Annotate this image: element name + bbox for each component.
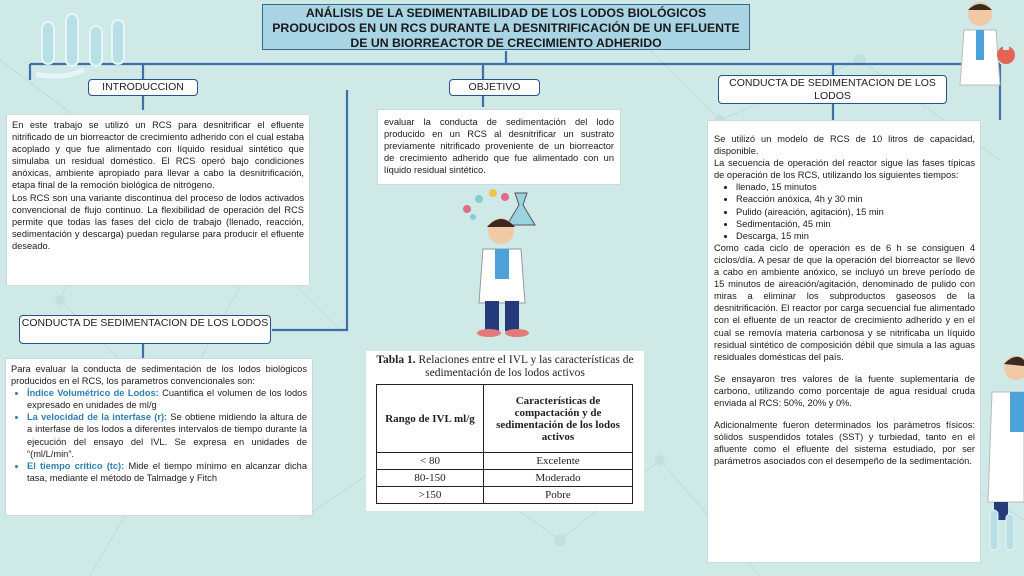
scientist-edge-icon	[986, 352, 1024, 522]
list-item: • Descarga, 15 min	[736, 230, 975, 242]
parameter-term: El tiempo crítico (tc):	[27, 460, 125, 471]
table-header: Características de compactación y de sedimentación de los lodos activos	[484, 385, 633, 453]
poster-title: ANÁLISIS DE LA SEDIMENTABILIDAD DE LOS LODOS BIOLÓGICOS PRODUCIDOS EN UN RCS DURANTE LA DESNITRIFICACIÓN DE UN EFLUENTE DE UN BIORREACTOR DE CRECIMIENTO ADHERIDO	[262, 4, 750, 50]
intro-paragraph-1: En este trabajo se utilizó un RCS para desnitrificar el efluente nitrificado de un biorreactor de crecimiento adherido con el cual estaba acoplado y que fue alimentado con líquido residual sintético que simulaba un residual doméstico. El RCS operó bajo condiciones anóxicas, ambiente apropiado para llevar a cabo la desnitrificación, etapa final de la remoción biológica de nitrógeno.	[12, 120, 304, 191]
list-item: • Reacción anóxica, 4h y 30 min	[736, 193, 975, 205]
conduct-right-p1: Se utilizó un modelo de RCS de 10 litros de capacidad, disponible.	[714, 134, 975, 157]
parameter-term: Índice Volumétrico de Lodos:	[27, 388, 159, 399]
table-row: < 80 Excelente	[377, 453, 633, 470]
conduct-left-panel	[5, 358, 313, 516]
scientist-icon	[950, 0, 1020, 100]
phase-list	[714, 181, 975, 241]
conduct-left-label: CONDUCTA DE SEDIMENTACION DE LOS LODOS	[19, 315, 271, 344]
list-item: • Sedimentación, 45 min	[736, 218, 975, 230]
list-item: • Pulido (aireación, agitación), 15 min	[736, 206, 975, 218]
parameter-term: La velocidad de la interfase (r):	[27, 412, 168, 423]
objective-panel	[377, 109, 621, 185]
parameter-text: Cuantifica el volumen de los lodos expresado en unidades de ml/g	[27, 388, 307, 411]
objective-label: OBJETIVO	[449, 79, 540, 96]
ivl-table-figure	[366, 351, 644, 511]
table-row: >150 Pobre	[377, 487, 633, 504]
conduct-right-p2: La secuencia de operación del reactor sigue las fases típicas de operación de los RCS, utilizando los siguientes tiempos:	[714, 158, 975, 181]
conduct-right-panel	[707, 120, 981, 563]
conduct-right-p5: Adicionalmente fueron determinados los parámetros físicos: sólidos suspendidos totales (SST) y turbiedad, tanto en el afluente como el efluente del sistema estudiado, por ser parámetros asociados con el desempeño de la sedimentación.	[714, 420, 975, 467]
parameter-list	[11, 387, 307, 484]
table-header: Rango de IVL ml/g	[377, 385, 484, 453]
intro-paragraph-2: Los RCS son una variante discontinua del proceso de lodos activados convencional de flujo continuo. La flexibilidad de operación del RCS permite que todas las fases del ciclo de trabajo (llenado, reacción, sedimentación y descarga) puedan regularse para producir el efluente deseado.	[12, 192, 304, 251]
test-tubes-icon	[984, 500, 1024, 560]
conduct-left-intro: Para evaluar la conducta de sedimentación de los lodos biológicos producidos en el RCS, los parametros convencionales son:	[11, 364, 307, 387]
table-caption: Tabla 1. Relaciones entre el IVL y las características de sedimentación de los lodos activos	[376, 354, 634, 379]
list-item	[27, 387, 307, 411]
scientist-holding-flask-icon	[445, 183, 555, 338]
list-item: • llenado, 15 minutos	[736, 181, 975, 193]
table-row: 80-150 Moderado	[377, 470, 633, 487]
conduct-right-p4: Se ensayaron tres valores de la fuente suplementaria de carbono, utilizando como porcentaje de agua residual cruda enviada al RCS: 50%, 20% y 0%.	[714, 373, 975, 408]
conduct-right-p3: Como cada ciclo de operación es de 6 h se consiguen 4 ciclos/día. A pesar de que la operación del biorreactor se llevó a cabo en ambiente anóxico, se incluyó un breve período de 15 minutos de aireación/agitación, denominado de pulido con miras a eliminar los subproductos gaseosos de la desnitrificación. El reactor por carga secuencial fue alimentado con el efluente de un reactor de crecimiento adherido y en el cual se removía materia carbonosa y se nitrificaba un líquido residual sintético de composición débil que simula a las aguas residuales domésticas del país.	[714, 242, 975, 362]
lab-flask-icon	[32, 4, 132, 82]
ivl-table	[376, 384, 633, 504]
conduct-right-label: CONDUCTA DE SEDIMENTACION DE LOS LODOS	[718, 75, 947, 104]
intro-label: INTRODUCCION	[88, 79, 198, 96]
parameter-text: Mide el tiempo mínimo en alcanzar dicha tasa, mediante el método de Talmadge y Fitch	[27, 460, 308, 483]
list-item	[27, 460, 307, 484]
list-item	[27, 411, 307, 459]
parameter-text: Se obtiene midiendo la altura de a interfase de los lodos a diferentes intervalos de tiempo durante la ejecución del ensayo del IVL. Se expresa en unidades de “(ml/L/min”.	[27, 412, 307, 459]
intro-panel	[6, 114, 310, 286]
objective-text: evaluar la conducta de sedimentación del lodo producido en un RCS al desnitrificar un sustrato previamente nitrificado proveniente de un biorreactor de crecimiento adherido que fue alimentado con un líquido residual sintético.	[384, 117, 614, 176]
